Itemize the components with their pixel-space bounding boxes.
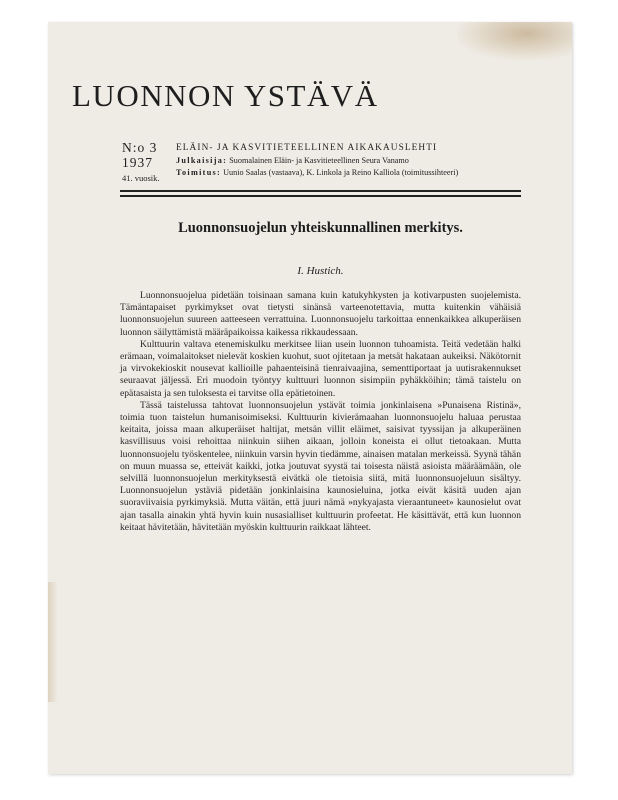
article-title: Luonnonsuojelun yhteiskunnallinen merkitys. <box>178 220 463 236</box>
issue-year: 1937 <box>122 155 153 170</box>
issue-number: N:o 3 <box>122 140 158 155</box>
paragraph: Luonnonsuojelua pidetään toisinaan samana kuin katukyhkysten ja kotivarpusten suojelemista. Tämäntapaiset pyrkimykset ovat tietysti sinänsä varteenotettavia, mutta kuitenkin vähäisiä luonnonsuojelun suureen aatteeseen verrattuina. Luonnonsuojelu tarkoittaa ennenkaikkea alkuperäisen luonnon säilyttämistä määräpaikoissa kaikessa rikkaudessaan. <box>120 290 521 338</box>
publisher-line <box>176 155 521 167</box>
paragraph: Tässä taistelussa tahtovat luonnonsuojelun ystävät toimia jonkinlaisena »Punaisena Ristinä», toimia tuon taistelun humanisoimiseksi. Kulttuurin kivierämaahan luonnonsuojelu haluaa perustaa keitaita, joissa maan alkuperäiset haltijat, metsän villit eläimet, saisivat tyyssijan ja alkuperäinen kasvillisuus voisi rehoittaa niinkuin siihen aikaan, jolloin koneista ei ollut tietoakaan. Mutta luonnonsuojelu työskentelee, niinkuin varsin hyvin tiedämme, ainaisen matalan merkeissä. Syynä tähän on muun muassa se, etteivät kaikki, jotka joutuvat syystä tai toisesta näistä asioista määräämään, ole selvillä luonnonsuojelun merkityksestä eivätkä ole tietoisia siitä, mitä luonnonsuojeluun sisältyy. Luonnonsuojelun ystäviä pidetään jonkinlaisina kaunosieluina, jotka eivät käsitä uuden ajan suoraviivaisia pyrkimyksiä. Mutta väitän, että juuri nämä »nykyajasta vieraantuneet» kaunosielut ovat ajan tasalla ainakin yhtä hyvin kuin nusasialliset kulttuurin profeetat. He käsittävät, että kun luonnon keitaat hävitetään, hävitetään myöskin kulttuurin raikkaat lähteet. <box>120 399 521 533</box>
header-rule-top <box>120 190 521 192</box>
article-body <box>120 290 521 534</box>
header-rule-bottom <box>120 195 521 197</box>
publication-info <box>176 142 521 179</box>
editors-value: Uunio Saalas (vastaava), K. Linkola ja Reino Kalliola (toimitussihteeri) <box>223 168 459 177</box>
edge-stain <box>48 582 58 702</box>
magazine-title: LUONNON YSTÄVÄ <box>72 78 379 113</box>
volume-label: 41. vuosik. <box>122 173 160 183</box>
article-author: I. Hustich. <box>297 265 344 277</box>
publisher-label: Julkaisija: <box>176 156 228 165</box>
publisher-value: Suomalainen Eläin- ja Kasvitieteellinen Seura Vanamo <box>229 156 409 165</box>
magazine-subtitle: ELÄIN- JA KASVITIETEELLINEN AIKAKAUSLEHTI <box>176 143 438 153</box>
paragraph: Kulttuurin valtava etenemiskulku merkitsee liian usein luonnon tuhoamista. Teitä vedetään halki erämaan, voimalaitokset nielevät koskien kuohut, suot ojitetaan ja metsät hakataan aukeiksi. Näkötornit ja virvokekioskit nousevat kallioille pahaenteisinä tienraivaajina, sementtiportaat ja uutisrakennukset seuraavat jäljessä. Eri muodoin työntyy kulttuuri luonnon sisimpiin pyhäkköihin; tämä taistelu on epätasaista ja sen tuloksesta ei tarvitse olla epätietoinen. <box>120 338 521 399</box>
editors-line <box>176 167 521 179</box>
editors-label: Toimitus: <box>176 168 222 177</box>
water-stain <box>457 22 572 60</box>
